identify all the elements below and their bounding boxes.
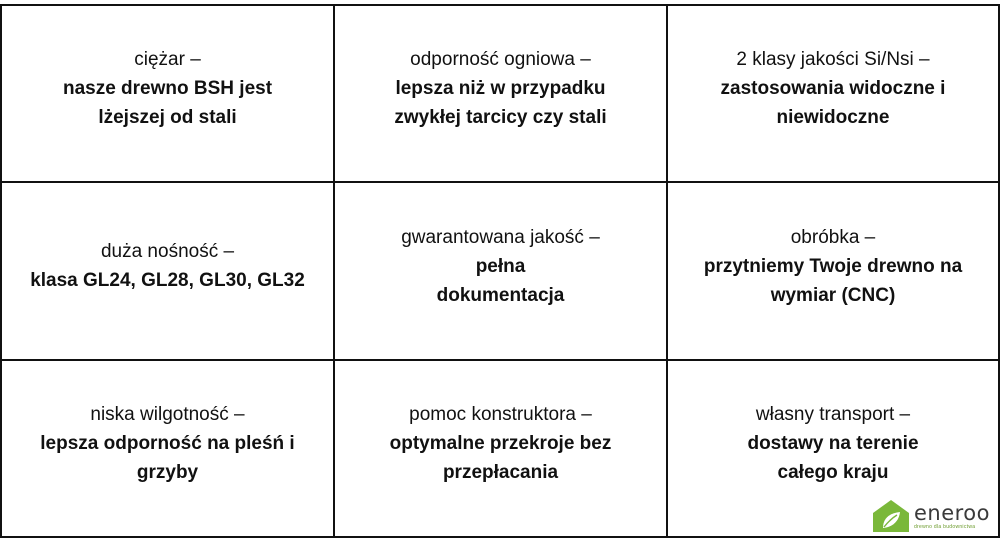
feature-label: obróbka – — [790, 226, 876, 248]
feature-value-line: grzyby — [136, 462, 199, 483]
feature-value-line: zwykłej tarcicy czy stali — [394, 107, 607, 128]
brand-logo[interactable] — [868, 497, 994, 535]
feature-value-line: przepłacania — [442, 462, 559, 483]
feature-cell-fire-resistance — [335, 6, 668, 183]
feature-value-line: nasze drewno BSH jest — [62, 78, 273, 99]
feature-value-line: dokumentacja — [436, 284, 565, 306]
feature-value-line: klasa GL24, GL28, GL30, GL32 — [30, 270, 305, 291]
feature-cell-weight — [2, 6, 335, 183]
feature-label: niska wilgotność – — [90, 404, 245, 425]
logo-text — [913, 500, 990, 530]
feature-cell-processing — [668, 183, 998, 361]
feature-value-line: wymiar (CNC) — [770, 284, 896, 306]
feature-value-line: lepsza niż w przypadku — [395, 78, 606, 99]
feature-cell-quality-classes — [668, 6, 998, 183]
feature-cell-guaranteed-quality — [335, 183, 668, 361]
feature-label: ciężar – — [134, 49, 201, 70]
feature-value-line: niewidoczne — [776, 107, 890, 128]
feature-label: gwarantowana jakość – — [401, 226, 600, 248]
logo-name: eneroo — [913, 500, 990, 525]
feature-value-line: dostawy na terenie — [747, 433, 919, 454]
feature-cell-load-capacity — [2, 183, 335, 361]
feature-label: odporność ogniowa – — [410, 49, 591, 70]
features-grid — [0, 4, 1000, 538]
feature-label: duża nośność – — [100, 241, 235, 262]
feature-value-line: lżejszej od stali — [98, 107, 237, 128]
logo-tagline: drewno dla budownictwa — [913, 523, 976, 530]
feature-value-line: przytniemy Twoje drewno na — [703, 255, 963, 277]
house-leaf-icon — [872, 499, 910, 533]
feature-value-line: pełna — [475, 255, 526, 277]
feature-value-line: optymalne przekroje bez — [389, 433, 612, 454]
feature-value-line: zastosowania widoczne i — [720, 78, 946, 99]
feature-cell-low-moisture — [2, 361, 335, 536]
feature-label: 2 klasy jakości Si/Nsi – — [736, 49, 930, 70]
feature-cell-designer-help — [335, 361, 668, 536]
feature-value-line: całego kraju — [777, 462, 889, 483]
feature-label: pomoc konstruktora – — [409, 404, 592, 425]
feature-label: własny transport – — [755, 404, 911, 425]
feature-value-line: lepsza odporność na pleśń i — [40, 433, 295, 454]
